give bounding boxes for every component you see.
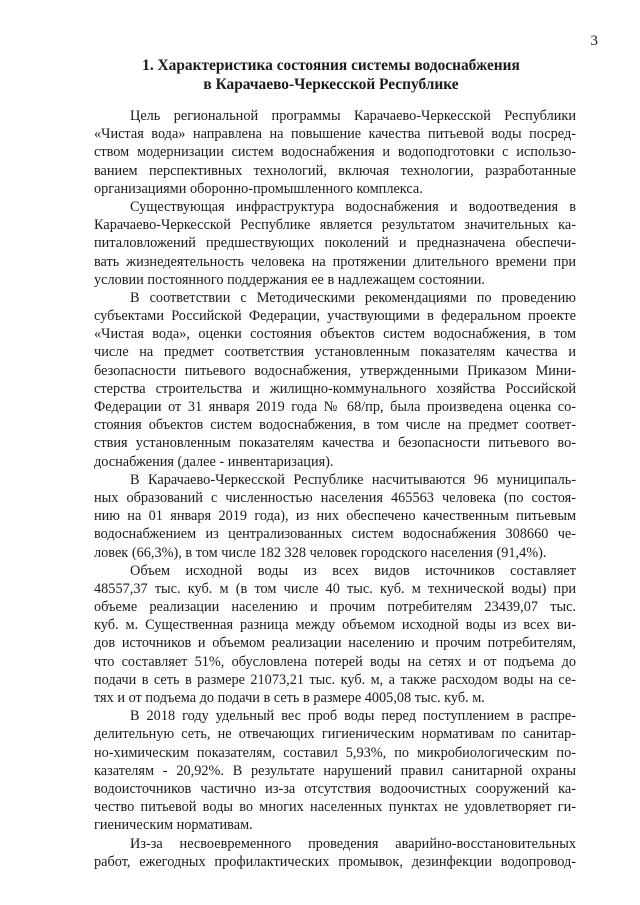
text-line: Объем исходной воды из всех видов источников составляет xyxy=(130,562,576,579)
text-line: что составляет 51%, обусловлена потерей воды на сетях и от подъема до xyxy=(94,653,576,670)
text-line: числе на предмет соответствия установленным показателям качества и xyxy=(94,344,576,361)
paragraph xyxy=(94,835,576,871)
text-line: В Карачаево-Черкесской Республике насчитываются 96 муниципаль- xyxy=(130,471,576,488)
text-line: объеме реализации населению и прочим потребителям 23439,07 тыс. xyxy=(94,599,576,616)
text-line: Из-за несвоевременного проведения аварийно-восстановительных xyxy=(130,835,576,852)
paragraph xyxy=(94,471,576,562)
page-number: 3 xyxy=(590,33,598,49)
text-line: подачи в сеть в размере 21073,21 тыс. куб. м, а также расходом воды на се- xyxy=(94,671,576,688)
section-heading-line-2: в Карачаево-Черкесской Республике xyxy=(203,76,459,93)
text-line: чество питьевой воды во многих населенных пунктах не удовлетворяет ги- xyxy=(94,799,576,816)
section-heading-line-1: 1. Характеристика состояния системы водоснабжения xyxy=(142,57,520,74)
text-line: стерства строительства и жилищно-коммунального хозяйства Российской xyxy=(94,380,576,397)
paragraph xyxy=(94,707,576,834)
text-line: ством модернизации систем водоснабжения и водоподготовки с использо- xyxy=(94,144,576,161)
text-line: работ, ежегодных профилактических промывок, дезинфекции водопровод- xyxy=(94,853,576,870)
text-line: В соответствии с Методическими рекомендациями по проведению xyxy=(130,289,576,306)
text-line: тях и от подъема до подачи в сеть в размере 4005,08 тыс. куб. м. xyxy=(94,690,485,706)
paragraph xyxy=(94,289,576,471)
text-line: доснабжения (далее - инвентаризация). xyxy=(94,453,334,470)
text-line: стояния объектов систем водоснабжения, в том числе на предмет соответ- xyxy=(94,417,576,434)
text-line: условии постоянного поддержания ее в надлежащем состоянии. xyxy=(94,271,485,288)
text-line: но-химическим показателям, составил 5,93%, по микробиологическим по- xyxy=(94,744,576,761)
text-line: безопасности питьевого водоснабжения, утвержденными Приказом Мини- xyxy=(94,362,576,379)
text-line: ствия установленным показателям качества и безопасности питьевого во- xyxy=(94,435,576,452)
text-line: куб. м. Существенная разница между объемом исходной воды из всех ви- xyxy=(94,617,576,634)
paragraph xyxy=(94,198,576,289)
text-line: «Чистая вода» направлена на повышение качества питьевой воды посред- xyxy=(94,126,576,143)
text-line: В 2018 году удельный вес проб воды перед поступлением в распре- xyxy=(130,708,576,725)
text-line: организациями оборонно-промышленного комплекса. xyxy=(94,180,423,197)
text-line: Цель региональной программы Карачаево-Черкесской Республики xyxy=(130,108,576,124)
text-line: ных образований с численностью населения 465563 человека (по состоя- xyxy=(94,489,576,506)
text-line: Существующая инфраструктура водоснабжения и водоотведения в xyxy=(130,198,576,215)
text-line: гиеническим нормативам. xyxy=(94,817,253,834)
text-line: Карачаево-Черкесской Республике является результатом значительных ка- xyxy=(94,217,576,234)
text-line: водоснабжением из централизованных систем водоснабжения 308660 че- xyxy=(94,526,576,543)
text-line: субъектами Российской Федерации, участвующими в федеральном проекте xyxy=(94,308,576,325)
text-line: ванием перспективных технологий, включая технологии, разработанные xyxy=(94,162,576,179)
text-line: вать жизнедеятельность человека на протяжении длительного времени при xyxy=(94,253,576,270)
text-line: «Чистая вода», оценки состояния объектов систем водоснабжения, в том xyxy=(94,326,576,343)
text-line: питаловложений предшествующих поколений и предназначена обеспечи- xyxy=(94,235,576,252)
text-line: Федерации от 31 января 2019 года № 68/пр, была произведена оценка со- xyxy=(94,399,576,415)
paragraph xyxy=(94,562,576,708)
text-line: делительную сеть, не отвечающих гигиеническим нормативам по санитар- xyxy=(94,726,576,743)
document-body xyxy=(94,107,576,871)
text-line: ловек (66,3%), в том числе 182 328 человек городского населения (91,4%). xyxy=(94,544,547,561)
text-line: нию на 01 января 2019 года), из них обеспечено качественным питьевым xyxy=(94,508,576,525)
text-line: водоисточников частично из-за отсутствия водоочистных сооружений ка- xyxy=(94,780,576,797)
paragraph xyxy=(94,107,576,198)
text-line: дов источников и объемом реализации населению и прочим потребителям, xyxy=(94,635,576,652)
text-line: 48557,37 тыс. куб. м (в том числе 40 тыс. куб. м технической воды) при xyxy=(94,580,576,597)
section-heading xyxy=(96,56,566,94)
text-line: казателям - 20,92%. В результате нарушений правил санитарной охраны xyxy=(94,762,576,779)
